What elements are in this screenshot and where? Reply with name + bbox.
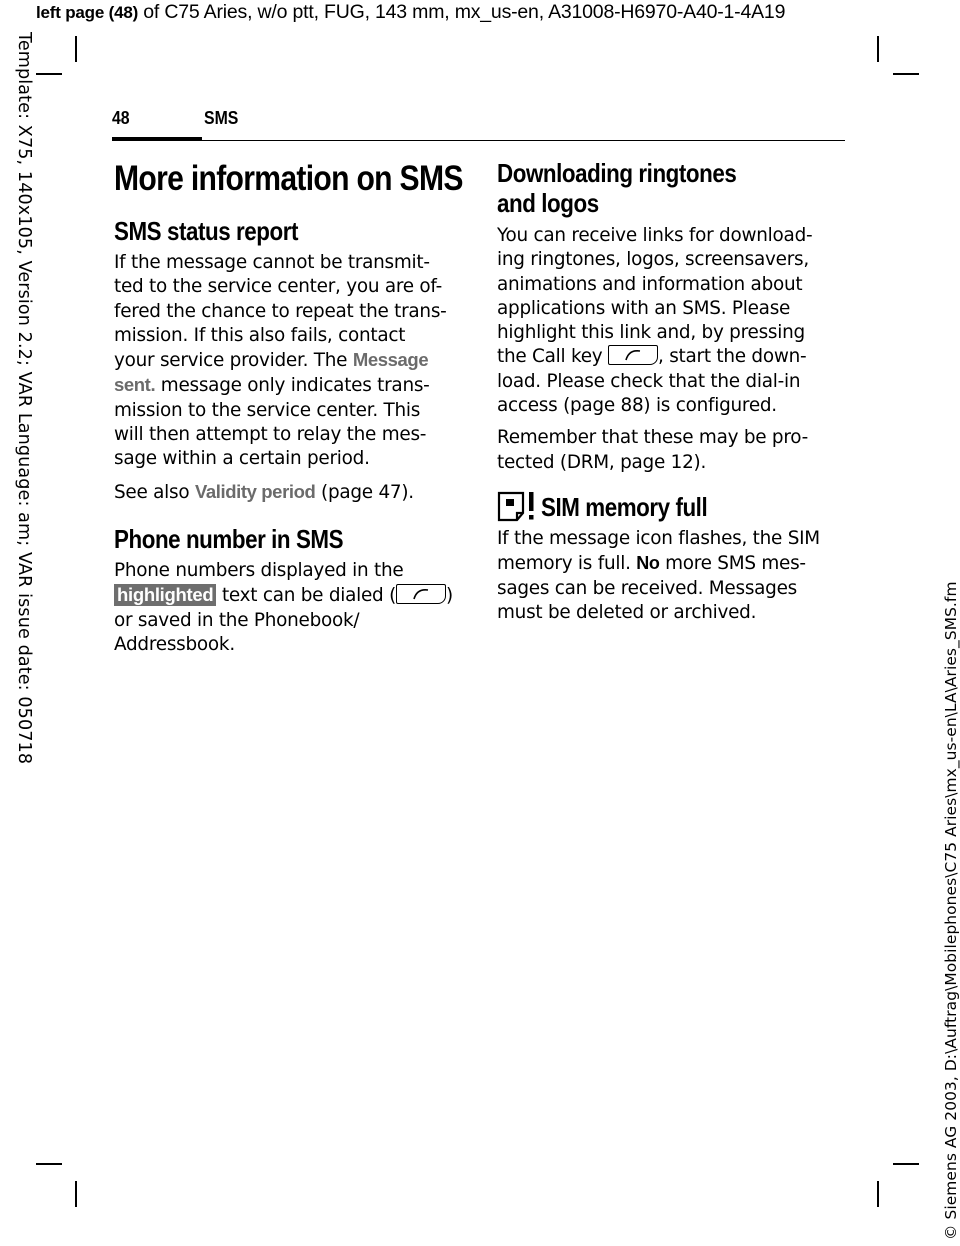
body-text: the Call key [497,346,608,368]
downloading-heading-line1: Downloading ringtones [497,158,737,188]
crop-mark-tr-h [893,73,919,75]
copyright-path-text: © Siemens AG 2003, D:\Auftrag\Mobilephones\C75 Aries\mx_us-en\LA\Aries_SMS.fm [942,581,960,1240]
body-line [497,345,842,369]
body-text: more SMS mes- [659,553,806,575]
body-text: text can be dialed ( [216,585,397,607]
ui-text-no: No [636,553,660,574]
section-phone-number [114,524,464,657]
ui-text-validity-period: Validity period [194,480,316,502]
body-line: If the message icon flashes, the SIM [497,527,820,549]
left-column [114,158,464,657]
body-text: , start the down- [658,346,807,368]
body-line: ted to the service center, you are of- [114,276,443,298]
section-status-report [114,216,464,505]
page-number: 48 [112,108,130,128]
crop-mark-tl-h [36,73,62,75]
body-line: tected (DRM, page 12). [497,451,707,473]
body-line [114,583,464,608]
body-line: must be deleted or archived. [497,601,757,623]
sim-memory-heading-row [497,491,842,523]
body-line: highlight this link and, by pressing [497,322,805,344]
downloading-body [497,224,842,475]
body-line: You can receive links for download- [497,225,813,246]
body-line: sage within a certain period. [114,448,370,470]
body-line: mission to the service center. This [114,399,421,421]
crop-mark-bl-v [75,1181,77,1207]
body-line: access (page 88) is configured. [497,395,777,417]
sim-memory-heading: SIM memory full [541,491,708,522]
body-text: memory is full. [497,553,637,575]
body-line: sages can be received. Messages [497,577,797,599]
print-info-line [36,1,785,24]
body-line [114,348,464,373]
status-report-body [114,251,464,505]
phone-number-heading: Phone number in SMS [114,523,344,554]
call-key-icon [396,584,446,604]
right-column [497,158,842,625]
print-doc-info: of C75 Aries, w/o ptt, FUG, 143 mm, mx_us-en, A31008-H6970-A40-1-4A19 [138,1,786,23]
crop-mark-br-h [893,1163,919,1165]
body-line: Remember that these may be pro- [497,427,808,449]
body-text: your service provider. The [114,350,353,372]
section-name: SMS [204,108,239,128]
body-text: See also [114,481,195,503]
body-text: message only indicates trans- [155,375,430,397]
body-line: If the message cannot be transmit- [114,252,430,273]
body-line: Addressbook. [114,633,235,655]
body-line [497,551,842,576]
body-line [114,373,464,398]
section-sim-memory-full [497,491,842,625]
body-text: ) [446,585,453,607]
body-line: animations and information about [497,273,803,295]
body-line: fered the chance to repeat the trans- [114,300,447,322]
ui-text-sent: sent. [114,374,156,396]
print-page-ref: left page (48) [36,3,139,22]
phone-number-body [114,559,464,657]
body-line: mission. If this also fails, contact [114,324,406,346]
status-report-heading: SMS status report [114,216,299,246]
body-line: will then attempt to relay the mes- [114,424,427,446]
crop-mark-bl-h [36,1163,62,1165]
header-rule [112,140,845,141]
body-line: load. Please check that the dial-in [497,370,801,392]
see-also-line [114,480,464,505]
crop-mark-tl-v [75,36,77,62]
page-title: More information on SMS [114,159,463,198]
crop-mark-tr-v [877,36,879,62]
crop-mark-br-v [877,1181,879,1207]
body-line: applications with an SMS. Please [497,297,791,319]
body-text: (page 47). [315,481,414,503]
body-line: or saved in the Phonebook/ [114,609,360,631]
section-downloading [497,158,842,475]
sim-memory-full-icon [497,491,539,523]
ui-text-message: Message [352,349,429,371]
highlighted-label: highlighted [114,584,216,606]
call-key-icon [608,345,658,365]
template-info-text: Template: X75, 140x105, Version 2.2; VAR Language: am; VAR issue date: 050718 [14,32,34,765]
sim-memory-body [497,527,842,625]
downloading-heading-line2: and logos [497,188,599,218]
body-line: ing ringtones, logos, screensavers, [497,249,809,271]
body-line: Phone numbers displayed in the [114,559,404,581]
